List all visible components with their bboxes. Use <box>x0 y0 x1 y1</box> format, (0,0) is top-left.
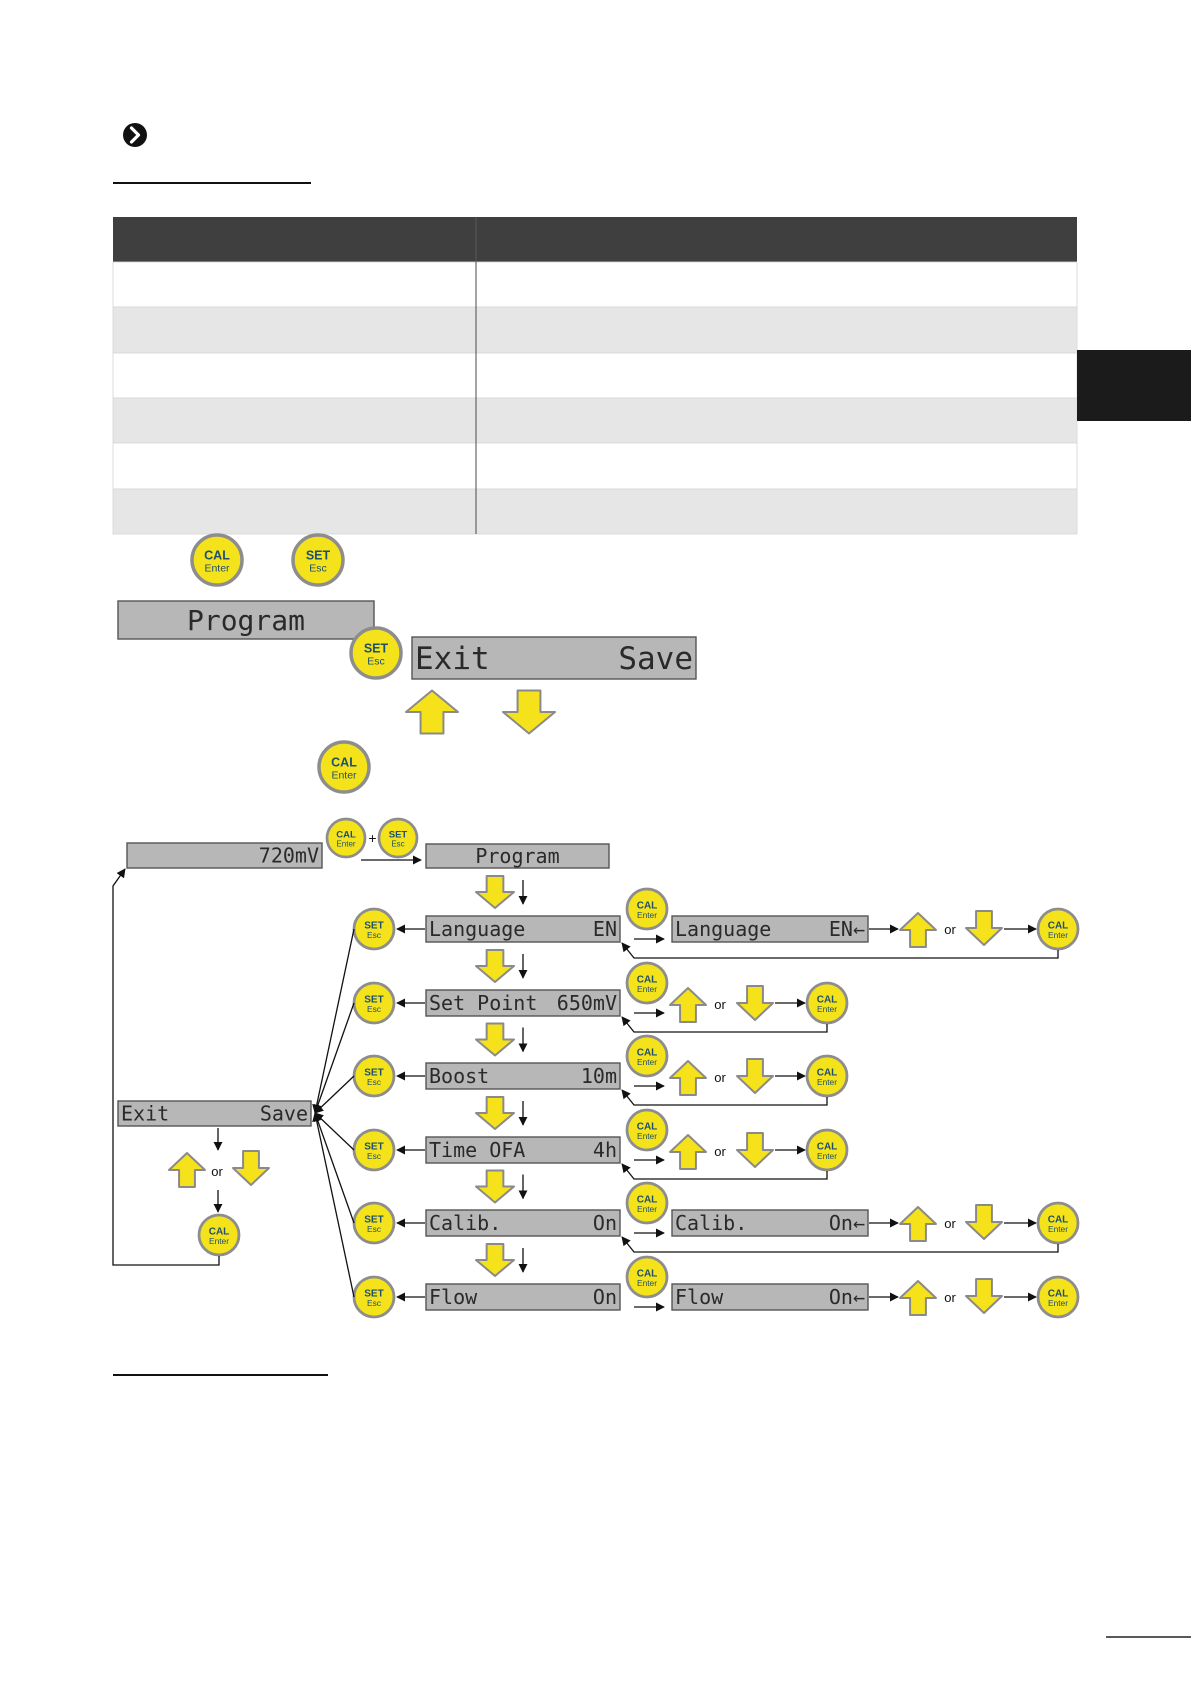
cal-enter-button <box>192 535 242 585</box>
down-arrow-icon <box>476 1024 514 1056</box>
return-arrow <box>622 1017 827 1032</box>
button-sublabel: Esc <box>367 1298 381 1309</box>
cal-enter-button <box>1038 1203 1078 1243</box>
button-label: SET <box>364 1288 384 1300</box>
return-arrow <box>622 943 1058 958</box>
program-display <box>426 844 609 868</box>
save-text: Save <box>259 1101 308 1126</box>
button-label: CAL <box>636 1047 658 1059</box>
up-arrow-icon <box>900 1281 936 1315</box>
button-sublabel: Esc <box>367 1077 381 1088</box>
program-display-large <box>118 601 374 639</box>
icon-circle <box>123 123 147 147</box>
menu-label: Flow <box>429 1285 478 1309</box>
down-arrow-icon <box>233 1151 269 1185</box>
return-arrow <box>622 1164 827 1179</box>
menu-value: EN <box>592 917 617 941</box>
menu-label: Language <box>429 917 526 941</box>
measurement-display <box>127 843 322 868</box>
button-sublabel: Enter <box>331 769 357 782</box>
to-exit-arrow <box>315 1113 354 1150</box>
cal-enter-button <box>1038 1277 1078 1317</box>
button-sublabel: Enter <box>816 1151 838 1162</box>
set-esc-button <box>354 1203 394 1243</box>
button-label: SET <box>363 641 389 656</box>
button-sublabel: Enter <box>816 1004 838 1015</box>
cal-enter-button <box>627 1110 667 1150</box>
button-sublabel: Esc <box>391 839 405 849</box>
button-label: CAL <box>1047 1214 1069 1226</box>
button-sublabel: Esc <box>367 930 381 941</box>
down-arrow-icon <box>737 986 773 1020</box>
button-sublabel: Esc <box>309 562 327 575</box>
edit-label: Language <box>675 917 772 941</box>
up-arrow-icon <box>900 913 936 947</box>
or-label: or <box>944 1216 956 1231</box>
button-sublabel: Enter <box>1047 930 1069 941</box>
button-label: CAL <box>816 1067 838 1079</box>
button-label: CAL <box>636 900 658 912</box>
cal-enter-button <box>627 963 667 1003</box>
table-header <box>113 217 1077 262</box>
menu-label: Time OFA <box>429 1138 526 1162</box>
button-label: CAL <box>636 1121 658 1133</box>
edit-display-calib <box>672 1210 868 1236</box>
chevron-right-circle-icon <box>123 123 147 147</box>
cal-enter-button <box>199 1215 239 1255</box>
menu-display-flow <box>426 1284 620 1310</box>
or-label: or <box>714 1070 726 1085</box>
down-arrow-icon <box>476 1097 514 1129</box>
button-label: SET <box>364 920 384 932</box>
cal-enter-button <box>627 1183 667 1223</box>
set-esc-button <box>351 628 401 678</box>
set-esc-button <box>354 983 394 1023</box>
set-esc-button <box>354 1277 394 1317</box>
set-esc-button <box>354 1056 394 1096</box>
button-sublabel: Esc <box>367 1224 381 1235</box>
exit-save-display-large <box>412 637 696 679</box>
up-arrow-icon <box>900 1207 936 1241</box>
button-sublabel: Enter <box>636 910 658 921</box>
set-esc-button <box>293 535 343 585</box>
cal-enter-button <box>807 983 847 1023</box>
button-sublabel: Enter <box>636 984 658 995</box>
edit-display-language <box>672 916 868 942</box>
save-text: Save <box>618 640 693 677</box>
button-sublabel: Enter <box>636 1057 658 1068</box>
table-row <box>113 398 1077 443</box>
menu-display-time-ofa <box>426 1137 620 1163</box>
set-esc-button <box>354 1130 394 1170</box>
button-label: CAL <box>204 548 230 563</box>
menu-label: Calib. <box>429 1211 502 1235</box>
menu-label: Boost <box>429 1064 490 1088</box>
button-sublabel: Enter <box>204 562 230 575</box>
button-sublabel: Enter <box>208 1236 230 1247</box>
button-sublabel: Esc <box>367 1004 381 1015</box>
down-arrow-icon <box>737 1133 773 1167</box>
button-label: SET <box>364 1067 384 1079</box>
table-row <box>113 262 1077 307</box>
or-label: or <box>944 1290 956 1305</box>
button-sublabel: Enter <box>336 839 356 849</box>
down-arrow-icon <box>966 1279 1002 1313</box>
menu-display-calib <box>426 1210 620 1236</box>
table-row <box>113 489 1077 534</box>
down-arrow-icon <box>503 691 555 734</box>
or-label: or <box>211 1164 223 1179</box>
return-to-measurement-arrow <box>113 869 219 1265</box>
program-text: Program <box>475 844 560 868</box>
edit-label: Calib. <box>675 1211 748 1235</box>
return-arrow <box>622 1090 827 1105</box>
button-label: CAL <box>636 974 658 986</box>
menu-label: Set Point <box>429 991 538 1015</box>
cal-enter-button <box>327 819 365 857</box>
menu-value: On <box>592 1211 617 1235</box>
parameter-table <box>113 217 1077 534</box>
set-esc-button <box>379 819 417 857</box>
menu-display-language <box>426 916 620 942</box>
button-sublabel: Enter <box>1047 1224 1069 1235</box>
exit-text: Exit <box>415 640 490 677</box>
exit-save-display <box>118 1101 311 1126</box>
edit-display-flow <box>672 1284 868 1310</box>
button-label: SET <box>305 548 331 563</box>
button-sublabel: Enter <box>1047 1298 1069 1309</box>
button-sublabel: Esc <box>367 655 385 668</box>
measurement-value: 720mV <box>258 843 319 868</box>
or-label: or <box>714 1144 726 1159</box>
table-row <box>113 353 1077 398</box>
button-label: CAL <box>331 755 357 770</box>
or-label: or <box>944 922 956 937</box>
display-text: Program <box>186 603 306 637</box>
set-esc-button <box>354 909 394 949</box>
edit-value: EN← <box>828 917 865 941</box>
edit-label: Flow <box>675 1285 724 1309</box>
down-arrow-icon <box>476 950 514 982</box>
cal-enter-button <box>807 1130 847 1170</box>
button-label: CAL <box>208 1226 230 1238</box>
menu-display-set-point <box>426 990 620 1016</box>
up-arrow-icon <box>670 1061 706 1095</box>
cal-enter-button <box>627 889 667 929</box>
button-sublabel: Enter <box>816 1077 838 1088</box>
cal-enter-button <box>627 1257 667 1297</box>
exit-text: Exit <box>121 1101 170 1126</box>
button-label: CAL <box>1047 920 1069 932</box>
button-label: SET <box>364 1214 384 1226</box>
edit-value: On← <box>828 1285 865 1309</box>
down-arrow-icon <box>476 1171 514 1203</box>
down-arrow-icon <box>966 1205 1002 1239</box>
button-sublabel: Enter <box>636 1278 658 1289</box>
button-label: CAL <box>636 1268 658 1280</box>
menu-value: On <box>592 1285 617 1309</box>
up-arrow-icon <box>670 1135 706 1169</box>
down-arrow-icon <box>966 911 1002 945</box>
cal-enter-button <box>807 1056 847 1096</box>
plus-label: + <box>368 830 377 846</box>
up-arrow-icon <box>670 988 706 1022</box>
button-label: CAL <box>636 1194 658 1206</box>
cal-enter-button <box>1038 909 1078 949</box>
menu-value: 650mV <box>556 991 617 1015</box>
down-arrow-icon <box>476 876 514 908</box>
button-label: CAL <box>816 1141 838 1153</box>
table-row <box>113 307 1077 353</box>
button-label: CAL <box>336 829 356 841</box>
programming-diagram <box>113 535 1078 1317</box>
button-label: SET <box>364 994 384 1006</box>
cal-enter-button <box>319 742 369 792</box>
edit-value: On← <box>828 1211 865 1235</box>
button-sublabel: Enter <box>636 1204 658 1215</box>
chapter-tab <box>1077 350 1191 421</box>
to-exit-arrow <box>315 1076 354 1113</box>
return-arrow <box>622 1237 1058 1252</box>
up-arrow-icon <box>406 691 458 734</box>
button-label: CAL <box>1047 1288 1069 1300</box>
table-row <box>113 443 1077 489</box>
button-sublabel: Enter <box>636 1131 658 1142</box>
menu-display-boost <box>426 1063 620 1089</box>
menu-value: 10m <box>580 1064 617 1088</box>
down-arrow-icon <box>476 1244 514 1276</box>
button-sublabel: Esc <box>367 1151 381 1162</box>
button-label: CAL <box>816 994 838 1006</box>
down-arrow-icon <box>737 1059 773 1093</box>
button-label: SET <box>388 829 408 841</box>
menu-value: 4h <box>592 1138 617 1162</box>
cal-enter-button <box>627 1036 667 1076</box>
or-label: or <box>714 997 726 1012</box>
button-label: SET <box>364 1141 384 1153</box>
up-arrow-icon <box>169 1153 205 1187</box>
